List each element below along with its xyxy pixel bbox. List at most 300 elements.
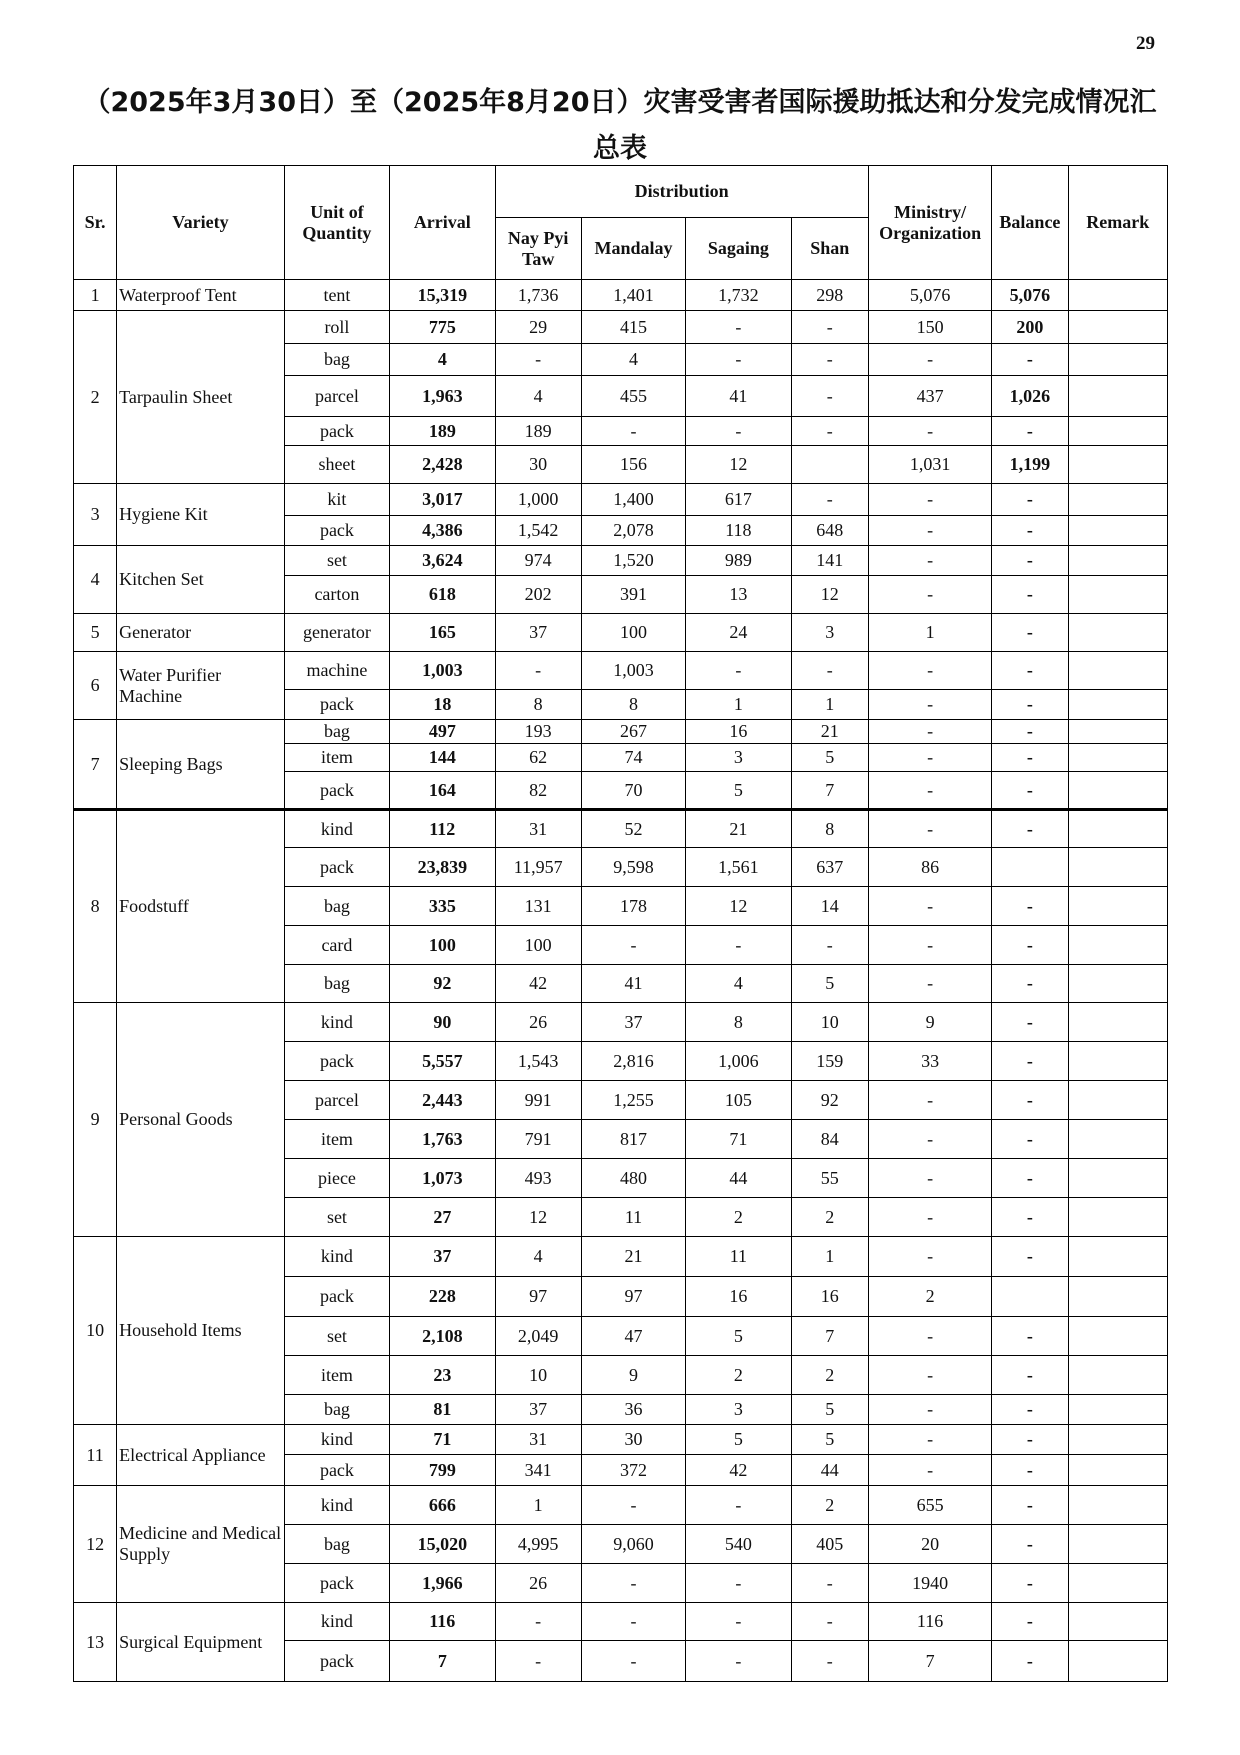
header-unit: Unit of Quantity — [284, 166, 389, 280]
nay-pyi-taw-cell: 2,049 — [495, 1317, 581, 1356]
variety-cell: Hygiene Kit — [117, 484, 285, 546]
nay-pyi-taw-cell: 11,957 — [495, 848, 581, 887]
sagaing-cell: 42 — [686, 1455, 791, 1486]
variety-cell: Sleeping Bags — [117, 720, 285, 810]
unit-cell: pack — [284, 1641, 389, 1682]
nay-pyi-taw-cell: 10 — [495, 1356, 581, 1395]
shan-cell: - — [791, 652, 868, 690]
ministry-cell: - — [868, 772, 991, 810]
unit-cell: set — [284, 1317, 389, 1356]
unit-cell: pack — [284, 1042, 389, 1081]
balance-cell: - — [992, 744, 1068, 772]
remark-cell — [1068, 744, 1167, 772]
mandalay-cell: - — [581, 926, 685, 965]
unit-cell: kind — [284, 810, 389, 848]
remark-cell — [1068, 690, 1167, 720]
unit-cell: tent — [284, 280, 389, 311]
sagaing-cell: - — [686, 1641, 791, 1682]
sr-cell: 6 — [74, 652, 117, 720]
sagaing-cell: 3 — [686, 744, 791, 772]
nay-pyi-taw-cell: 30 — [495, 446, 581, 484]
unit-cell: bag — [284, 1395, 389, 1425]
table-row — [74, 614, 1168, 652]
arrival-cell: 92 — [390, 965, 495, 1003]
ministry-cell: 7 — [868, 1641, 991, 1682]
nay-pyi-taw-cell: 26 — [495, 1564, 581, 1603]
mandalay-cell: 47 — [581, 1317, 685, 1356]
sagaing-cell: 2 — [686, 1356, 791, 1395]
mandalay-cell: 41 — [581, 965, 685, 1003]
unit-cell: generator — [284, 614, 389, 652]
sagaing-cell: - — [686, 1564, 791, 1603]
shan-cell: 298 — [791, 280, 868, 311]
ministry-cell: 655 — [868, 1486, 991, 1525]
mandalay-cell: 415 — [581, 311, 685, 344]
shan-cell: 2 — [791, 1198, 868, 1237]
sagaing-cell: 1 — [686, 690, 791, 720]
arrival-cell: 144 — [390, 744, 495, 772]
sagaing-cell: - — [686, 652, 791, 690]
arrival-cell: 189 — [390, 417, 495, 446]
table-body — [74, 280, 1168, 1682]
balance-cell: - — [992, 1120, 1068, 1159]
nay-pyi-taw-cell: 37 — [495, 614, 581, 652]
ministry-cell: - — [868, 887, 991, 926]
nay-pyi-taw-cell: 193 — [495, 720, 581, 744]
shan-cell: 44 — [791, 1455, 868, 1486]
shan-cell: 405 — [791, 1525, 868, 1564]
ministry-cell: 1940 — [868, 1564, 991, 1603]
balance-cell: - — [992, 887, 1068, 926]
ministry-cell: - — [868, 1425, 991, 1455]
arrival-cell: 23 — [390, 1356, 495, 1395]
mandalay-cell: 74 — [581, 744, 685, 772]
arrival-cell: 116 — [390, 1603, 495, 1641]
balance-cell: - — [992, 1198, 1068, 1237]
nay-pyi-taw-cell: 991 — [495, 1081, 581, 1120]
balance-cell: - — [992, 614, 1068, 652]
balance-cell: - — [992, 1081, 1068, 1120]
remark-cell — [1068, 376, 1167, 417]
table-row — [74, 311, 1168, 344]
nay-pyi-taw-cell: 31 — [495, 1425, 581, 1455]
mandalay-cell: 30 — [581, 1425, 685, 1455]
unit-cell: pack — [284, 690, 389, 720]
unit-cell: pack — [284, 848, 389, 887]
remark-cell — [1068, 965, 1167, 1003]
nay-pyi-taw-cell: 1,736 — [495, 280, 581, 311]
shan-cell: 16 — [791, 1277, 868, 1317]
table-row — [74, 546, 1168, 576]
remark-cell — [1068, 1042, 1167, 1081]
unit-cell: machine — [284, 652, 389, 690]
arrival-cell: 497 — [390, 720, 495, 744]
ministry-cell: - — [868, 744, 991, 772]
mandalay-cell: 100 — [581, 614, 685, 652]
nay-pyi-taw-cell: 82 — [495, 772, 581, 810]
arrival-cell: 23,839 — [390, 848, 495, 887]
variety-cell: Personal Goods — [117, 1003, 285, 1237]
sagaing-cell: 118 — [686, 516, 791, 546]
remark-cell — [1068, 1486, 1167, 1525]
remark-cell — [1068, 1395, 1167, 1425]
arrival-cell: 666 — [390, 1486, 495, 1525]
variety-cell: Medicine and Medical Supply — [117, 1486, 285, 1603]
sr-cell: 8 — [74, 810, 117, 1003]
remark-cell — [1068, 1003, 1167, 1042]
mandalay-cell: 37 — [581, 1003, 685, 1042]
sagaing-cell: 12 — [686, 887, 791, 926]
remark-cell — [1068, 1564, 1167, 1603]
ministry-cell: 9 — [868, 1003, 991, 1042]
remark-cell — [1068, 887, 1167, 926]
ministry-cell: - — [868, 516, 991, 546]
mandalay-cell: 1,003 — [581, 652, 685, 690]
ministry-cell: 2 — [868, 1277, 991, 1317]
mandalay-cell: - — [581, 1641, 685, 1682]
sagaing-cell: 13 — [686, 576, 791, 614]
sagaing-cell: 24 — [686, 614, 791, 652]
sr-cell: 2 — [74, 311, 117, 484]
arrival-cell: 228 — [390, 1277, 495, 1317]
shan-cell: 159 — [791, 1042, 868, 1081]
shan-cell: 5 — [791, 1395, 868, 1425]
ministry-cell: - — [868, 417, 991, 446]
balance-cell: - — [992, 516, 1068, 546]
unit-cell: pack — [284, 417, 389, 446]
mandalay-cell: 1,401 — [581, 280, 685, 311]
balance-cell: - — [992, 576, 1068, 614]
sagaing-cell: 1,006 — [686, 1042, 791, 1081]
shan-cell: 5 — [791, 744, 868, 772]
balance-cell: - — [992, 546, 1068, 576]
unit-cell: bag — [284, 965, 389, 1003]
remark-cell — [1068, 1455, 1167, 1486]
ministry-cell: - — [868, 926, 991, 965]
aid-summary-table — [73, 165, 1168, 1682]
ministry-cell: - — [868, 1120, 991, 1159]
unit-cell: set — [284, 546, 389, 576]
variety-cell: Electrical Appliance — [117, 1425, 285, 1486]
unit-cell: item — [284, 1120, 389, 1159]
ministry-cell: 437 — [868, 376, 991, 417]
mandalay-cell: 52 — [581, 810, 685, 848]
unit-cell: set — [284, 1198, 389, 1237]
variety-cell: Surgical Equipment — [117, 1603, 285, 1682]
unit-cell: bag — [284, 887, 389, 926]
page-number: 29 — [1136, 33, 1155, 54]
ministry-cell: - — [868, 720, 991, 744]
remark-cell — [1068, 344, 1167, 376]
remark-cell — [1068, 1120, 1167, 1159]
balance-cell: - — [992, 1564, 1068, 1603]
mandalay-cell: 8 — [581, 690, 685, 720]
sagaing-cell: 5 — [686, 1425, 791, 1455]
balance-cell: - — [992, 690, 1068, 720]
ministry-cell: - — [868, 1081, 991, 1120]
arrival-cell: 4 — [390, 344, 495, 376]
remark-cell — [1068, 848, 1167, 887]
remark-cell — [1068, 546, 1167, 576]
ministry-cell: - — [868, 546, 991, 576]
balance-cell: - — [992, 1525, 1068, 1564]
sr-cell: 11 — [74, 1425, 117, 1486]
arrival-cell: 27 — [390, 1198, 495, 1237]
nay-pyi-taw-cell: - — [495, 344, 581, 376]
mandalay-cell: 1,400 — [581, 484, 685, 516]
unit-cell: kind — [284, 1003, 389, 1042]
mandalay-cell: - — [581, 417, 685, 446]
mandalay-cell: 36 — [581, 1395, 685, 1425]
sagaing-cell: 5 — [686, 1317, 791, 1356]
unit-cell: bag — [284, 344, 389, 376]
remark-cell — [1068, 810, 1167, 848]
shan-cell: 141 — [791, 546, 868, 576]
ministry-cell: - — [868, 484, 991, 516]
shan-cell: 84 — [791, 1120, 868, 1159]
nay-pyi-taw-cell: 62 — [495, 744, 581, 772]
arrival-cell: 112 — [390, 810, 495, 848]
ministry-cell: 5,076 — [868, 280, 991, 311]
ministry-cell: - — [868, 1317, 991, 1356]
nay-pyi-taw-cell: 493 — [495, 1159, 581, 1198]
remark-cell — [1068, 772, 1167, 810]
remark-cell — [1068, 446, 1167, 484]
ministry-cell: 20 — [868, 1525, 991, 1564]
arrival-cell: 1,963 — [390, 376, 495, 417]
remark-cell — [1068, 484, 1167, 516]
shan-cell: 7 — [791, 772, 868, 810]
balance-cell: - — [992, 1237, 1068, 1277]
arrival-cell: 37 — [390, 1237, 495, 1277]
ministry-cell: 116 — [868, 1603, 991, 1641]
mandalay-cell: 2,816 — [581, 1042, 685, 1081]
sagaing-cell: 16 — [686, 1277, 791, 1317]
mandalay-cell: - — [581, 1564, 685, 1603]
shan-cell: 5 — [791, 965, 868, 1003]
sagaing-cell: 41 — [686, 376, 791, 417]
unit-cell: kind — [284, 1603, 389, 1641]
table-row — [74, 1425, 1168, 1455]
sr-cell: 7 — [74, 720, 117, 810]
remark-cell — [1068, 1237, 1167, 1277]
unit-cell: piece — [284, 1159, 389, 1198]
ministry-cell: - — [868, 690, 991, 720]
mandalay-cell: 391 — [581, 576, 685, 614]
unit-cell: kind — [284, 1425, 389, 1455]
remark-cell — [1068, 652, 1167, 690]
shan-cell: - — [791, 344, 868, 376]
table-row — [74, 1486, 1168, 1525]
balance-cell: 200 — [992, 311, 1068, 344]
unit-cell: pack — [284, 772, 389, 810]
balance-cell: - — [992, 1455, 1068, 1486]
arrival-cell: 1,966 — [390, 1564, 495, 1603]
arrival-cell: 165 — [390, 614, 495, 652]
unit-cell: pack — [284, 1455, 389, 1486]
nay-pyi-taw-cell: 974 — [495, 546, 581, 576]
arrival-cell: 1,003 — [390, 652, 495, 690]
shan-cell: 8 — [791, 810, 868, 848]
header-balance: Balance — [992, 166, 1068, 280]
sagaing-cell: 1,561 — [686, 848, 791, 887]
unit-cell: bag — [284, 720, 389, 744]
nay-pyi-taw-cell: 131 — [495, 887, 581, 926]
sagaing-cell: 540 — [686, 1525, 791, 1564]
balance-cell: - — [992, 1356, 1068, 1395]
nay-pyi-taw-cell: 1,000 — [495, 484, 581, 516]
ministry-cell: 1 — [868, 614, 991, 652]
shan-cell: 7 — [791, 1317, 868, 1356]
unit-cell: pack — [284, 516, 389, 546]
balance-cell: - — [992, 926, 1068, 965]
arrival-cell: 618 — [390, 576, 495, 614]
remark-cell — [1068, 1317, 1167, 1356]
unit-cell: sheet — [284, 446, 389, 484]
balance-cell: - — [992, 1603, 1068, 1641]
remark-cell — [1068, 516, 1167, 546]
header-shan: Shan — [791, 218, 868, 280]
mandalay-cell: 11 — [581, 1198, 685, 1237]
balance-cell: 1,199 — [992, 446, 1068, 484]
ministry-cell: - — [868, 965, 991, 1003]
table-row — [74, 720, 1168, 744]
ministry-cell: - — [868, 652, 991, 690]
mandalay-cell: 2,078 — [581, 516, 685, 546]
balance-cell: 1,026 — [992, 376, 1068, 417]
title-line-2: 总表 — [593, 133, 647, 164]
shan-cell: 1 — [791, 690, 868, 720]
header-distribution: Distribution — [495, 166, 868, 218]
arrival-cell: 15,319 — [390, 280, 495, 311]
arrival-cell: 7 — [390, 1641, 495, 1682]
sr-cell: 10 — [74, 1237, 117, 1425]
balance-cell: - — [992, 810, 1068, 848]
sagaing-cell: 8 — [686, 1003, 791, 1042]
table-row — [74, 1237, 1168, 1277]
balance-cell: - — [992, 1425, 1068, 1455]
balance-cell: - — [992, 1042, 1068, 1081]
balance-cell: - — [992, 1159, 1068, 1198]
unit-cell: carton — [284, 576, 389, 614]
page-title — [70, 80, 1170, 172]
variety-cell: Kitchen Set — [117, 546, 285, 614]
table-row — [74, 1003, 1168, 1042]
ministry-cell: - — [868, 1198, 991, 1237]
nay-pyi-taw-cell: 4,995 — [495, 1525, 581, 1564]
mandalay-cell: 267 — [581, 720, 685, 744]
balance-cell: - — [992, 344, 1068, 376]
header-ministry: Ministry/ Organization — [868, 166, 991, 280]
nay-pyi-taw-cell: 791 — [495, 1120, 581, 1159]
ministry-cell: 1,031 — [868, 446, 991, 484]
nay-pyi-taw-cell: 4 — [495, 376, 581, 417]
header-sagaing: Sagaing — [686, 218, 791, 280]
sagaing-cell: 11 — [686, 1237, 791, 1277]
balance-cell: - — [992, 772, 1068, 810]
shan-cell: - — [791, 376, 868, 417]
header-remark: Remark — [1068, 166, 1167, 280]
unit-cell: item — [284, 744, 389, 772]
shan-cell: 3 — [791, 614, 868, 652]
nay-pyi-taw-cell: 29 — [495, 311, 581, 344]
balance-cell: - — [992, 965, 1068, 1003]
nay-pyi-taw-cell: 189 — [495, 417, 581, 446]
header-variety: Variety — [117, 166, 285, 280]
remark-cell — [1068, 576, 1167, 614]
nay-pyi-taw-cell: 202 — [495, 576, 581, 614]
sagaing-cell: 105 — [686, 1081, 791, 1120]
ministry-cell: 150 — [868, 311, 991, 344]
sr-cell: 4 — [74, 546, 117, 614]
sr-cell: 13 — [74, 1603, 117, 1682]
ministry-cell: - — [868, 1395, 991, 1425]
ministry-cell: - — [868, 1455, 991, 1486]
ministry-cell: - — [868, 1237, 991, 1277]
shan-cell: 2 — [791, 1486, 868, 1525]
header-arrival: Arrival — [390, 166, 495, 280]
balance-cell: - — [992, 1486, 1068, 1525]
remark-cell — [1068, 1525, 1167, 1564]
variety-cell: Tarpaulin Sheet — [117, 311, 285, 484]
nay-pyi-taw-cell: 37 — [495, 1395, 581, 1425]
sagaing-cell: - — [686, 417, 791, 446]
nay-pyi-taw-cell: 8 — [495, 690, 581, 720]
shan-cell: 92 — [791, 1081, 868, 1120]
nay-pyi-taw-cell: 12 — [495, 1198, 581, 1237]
arrival-cell: 18 — [390, 690, 495, 720]
arrival-cell: 4,386 — [390, 516, 495, 546]
shan-cell: - — [791, 1564, 868, 1603]
sagaing-cell: 16 — [686, 720, 791, 744]
mandalay-cell: 4 — [581, 344, 685, 376]
shan-cell: - — [791, 1641, 868, 1682]
nay-pyi-taw-cell: 1,542 — [495, 516, 581, 546]
balance-cell: - — [992, 1395, 1068, 1425]
nay-pyi-taw-cell: 26 — [495, 1003, 581, 1042]
variety-cell: Water Purifier Machine — [117, 652, 285, 720]
mandalay-cell: 97 — [581, 1277, 685, 1317]
variety-cell: Household Items — [117, 1237, 285, 1425]
mandalay-cell: 1,255 — [581, 1081, 685, 1120]
remark-cell — [1068, 1356, 1167, 1395]
balance-cell: - — [992, 720, 1068, 744]
shan-cell: - — [791, 484, 868, 516]
header-nay-pyi-taw: Nay Pyi Taw — [495, 218, 581, 280]
arrival-cell: 1,763 — [390, 1120, 495, 1159]
balance-cell: 5,076 — [992, 280, 1068, 311]
remark-cell — [1068, 926, 1167, 965]
ministry-cell: - — [868, 810, 991, 848]
table-row — [74, 280, 1168, 311]
unit-cell: parcel — [284, 376, 389, 417]
remark-cell — [1068, 614, 1167, 652]
sagaing-cell: 617 — [686, 484, 791, 516]
balance-cell: - — [992, 417, 1068, 446]
nay-pyi-taw-cell: 1 — [495, 1486, 581, 1525]
sagaing-cell: 989 — [686, 546, 791, 576]
mandalay-cell: - — [581, 1603, 685, 1641]
sr-cell: 9 — [74, 1003, 117, 1237]
ministry-cell: 33 — [868, 1042, 991, 1081]
arrival-cell: 1,073 — [390, 1159, 495, 1198]
shan-cell: 1 — [791, 1237, 868, 1277]
sagaing-cell: 3 — [686, 1395, 791, 1425]
sagaing-cell: 21 — [686, 810, 791, 848]
arrival-cell: 799 — [390, 1455, 495, 1486]
balance-cell: - — [992, 1317, 1068, 1356]
sagaing-cell: 1,732 — [686, 280, 791, 311]
